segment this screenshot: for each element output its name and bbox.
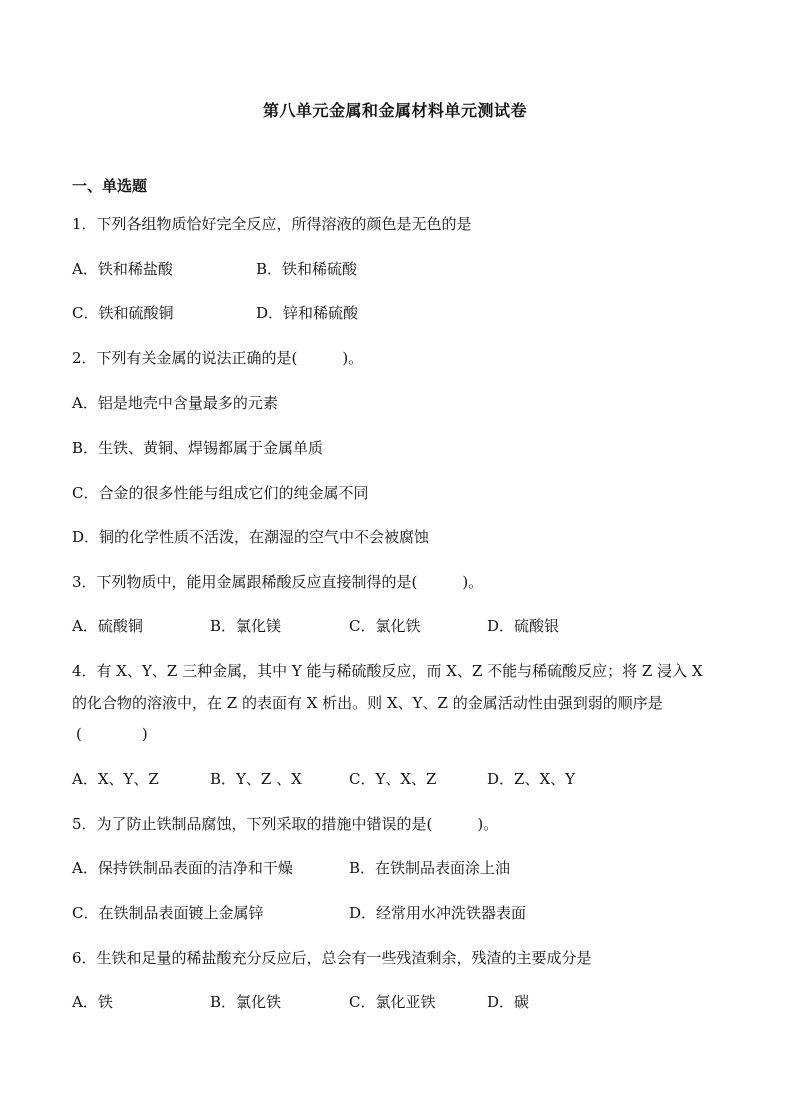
- page-title: 第八单元金属和金属材料单元测试卷: [262, 101, 527, 120]
- question-1-option-a: A．铁和稀盐酸: [72, 260, 173, 278]
- question-2-option-d: D．铜的化学性质不活泼，在潮湿的空气中不会被腐蚀: [72, 528, 430, 546]
- question-4-option-c: C．Y、X、Z: [349, 770, 437, 788]
- question-3-option-c: C．氯化铁: [349, 617, 421, 635]
- question-4-stem-line-2: 的化合物的溶液中，在 Z 的表面有 X 析出。则 X、Y、Z 的金属活动性由强到弱的顺序是: [72, 694, 663, 712]
- question-5-option-b: B．在铁制品表面涂上油: [349, 859, 511, 877]
- question-4-option-b: B．Y、Z 、X: [210, 770, 302, 788]
- question-3-option-a: A．硫酸铜: [72, 617, 143, 635]
- question-5-option-a: A．保持铁制品表面的洁净和干燥: [72, 859, 293, 877]
- question-6-option-d: D．碳: [487, 993, 530, 1011]
- question-5-option-d: D．经常用水冲洗铁器表面: [349, 904, 527, 922]
- question-6-option-a: A．铁: [72, 993, 113, 1011]
- question-5-stem: 5．为了防止铁制品腐蚀，下列采取的措施中错误的是( )。: [72, 815, 499, 833]
- question-4-stem-line-3: ( ): [76, 725, 148, 743]
- question-2-option-a: A．铝是地壳中含量最多的元素: [72, 394, 278, 412]
- question-4-option-a: A．X、Y、Z: [72, 770, 159, 788]
- question-3-option-d: D．硫酸银: [487, 617, 560, 635]
- question-1-stem: 1．下列各组物质恰好完全反应，所得溶液的颜色是无色的是: [72, 215, 472, 233]
- question-1-option-c: C．铁和硫酸铜: [72, 304, 174, 322]
- question-5-option-c: C．在铁制品表面镀上金属锌: [72, 904, 264, 922]
- question-4-stem-line-1: 4．有 X、Y、Z 三种金属，其中 Y 能与稀硫酸反应，而 X、Z 不能与稀硫酸反应；将 Z 浸入 X: [72, 662, 703, 680]
- question-2-option-c: C．合金的很多性能与组成它们的纯金属不同: [72, 484, 369, 502]
- question-6-option-c: C．氯化亚铁: [349, 993, 436, 1011]
- question-2-stem: 2．下列有关金属的说法正确的是( )。: [72, 349, 364, 367]
- question-1-option-d: D．锌和稀硫酸: [256, 304, 359, 322]
- section-heading: 一、单选题: [72, 177, 148, 195]
- question-3-stem: 3．下列物质中，能用金属跟稀酸反应直接制得的是( )。: [72, 573, 484, 591]
- question-6-option-b: B．氯化铁: [210, 993, 282, 1011]
- question-6-stem: 6．生铁和足量的稀盐酸充分反应后，总会有一些残渣剩余，残渣的主要成分是: [72, 949, 592, 967]
- question-2-option-b: B．生铁、黄铜、焊锡都属于金属单质: [72, 439, 324, 457]
- question-4-option-d: D．Z、X、Y: [487, 770, 576, 788]
- question-1-option-b: B．铁和稀硫酸: [256, 260, 358, 278]
- question-3-option-b: B．氯化镁: [210, 617, 282, 635]
